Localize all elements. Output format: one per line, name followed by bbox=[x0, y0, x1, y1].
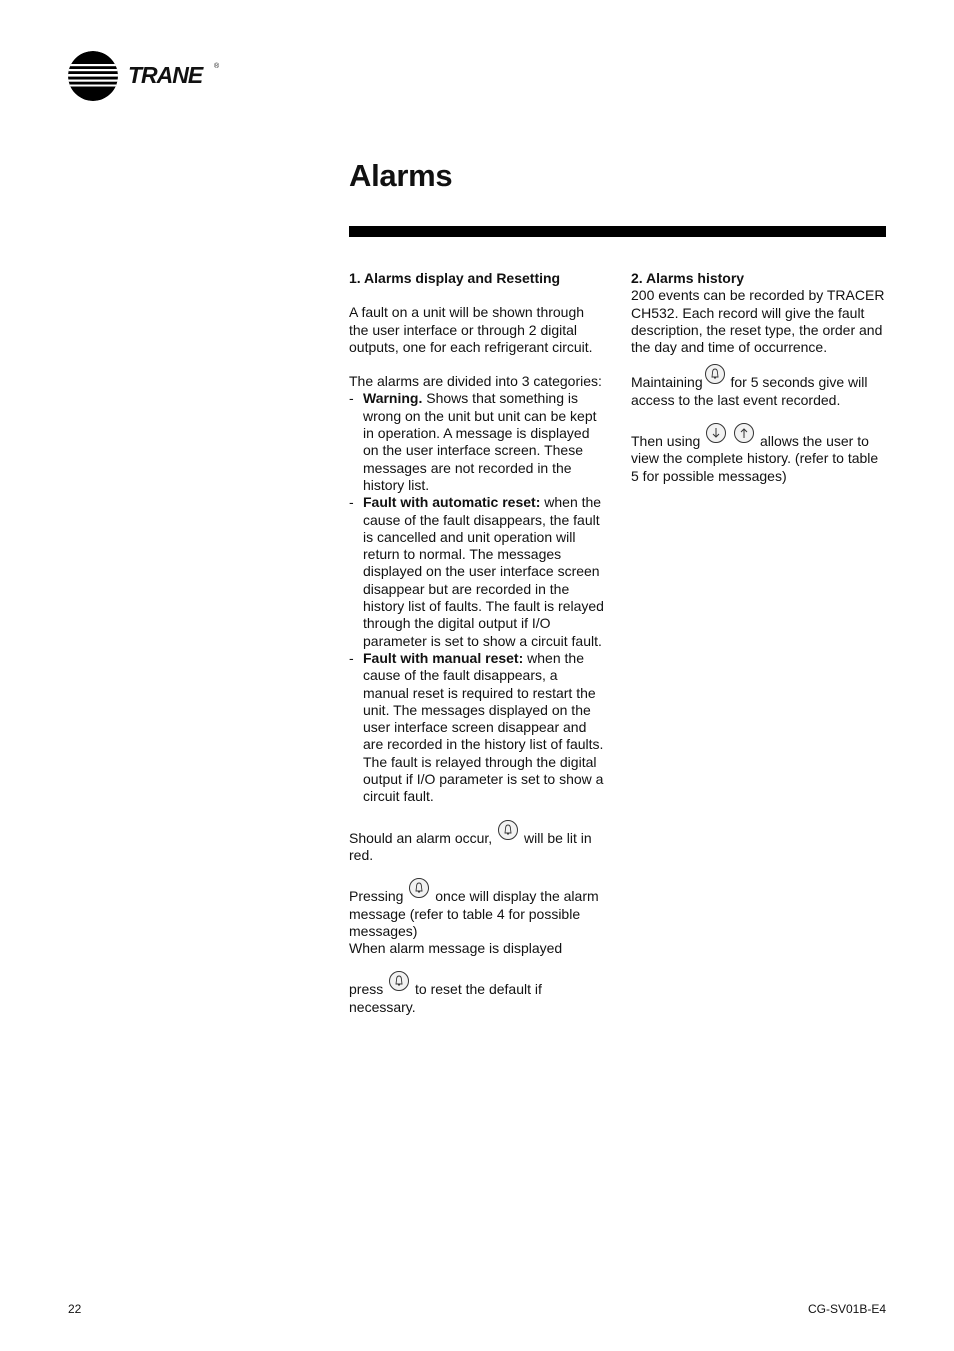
document-code: CG-SV01B-E4 bbox=[807, 1302, 886, 1316]
list-dash: - bbox=[349, 494, 354, 511]
alarm-occur-paragraph bbox=[349, 820, 604, 865]
pressing-paragraph bbox=[349, 878, 604, 940]
section-heading-alarms-history: 2. Alarms history bbox=[631, 270, 745, 286]
then-using-text-before: Then using bbox=[631, 433, 701, 450]
list-item bbox=[349, 494, 604, 650]
alarm-bell-button-icon bbox=[389, 971, 409, 991]
intro-paragraph: A fault on a unit will be shown through the user interface or through 2 digital outputs, one for each refrigerant circuit. bbox=[349, 304, 593, 355]
page-title: Alarms bbox=[349, 158, 453, 193]
category-term: Fault with automatic reset bbox=[363, 494, 536, 511]
maintaining-paragraph bbox=[631, 364, 889, 409]
section-heading-display-resetting: 1. Alarms display and Resetting bbox=[349, 270, 561, 286]
history-paragraph: 200 events can be recorded by TRACER CH532. Each record will give the fault description, the reset type, the order and the day and time of occurrence. bbox=[631, 287, 885, 356]
then-using-paragraph bbox=[631, 423, 889, 485]
list-item bbox=[349, 650, 604, 806]
brand-name: TRANE bbox=[128, 62, 203, 88]
arrow-down-button-icon bbox=[706, 423, 726, 443]
alarm-categories-list bbox=[349, 390, 604, 805]
when-displayed-line: When alarm message is displayed bbox=[349, 940, 563, 957]
pressing-text-after: once will display the alarm message (refer to table 4 for possible messages) bbox=[349, 888, 599, 939]
trane-logo bbox=[68, 50, 228, 102]
press-text-before: press bbox=[349, 981, 384, 998]
alarm-bell-button-icon bbox=[705, 364, 725, 384]
maintaining-text-after: for 5 seconds give will access to the last event recorded. bbox=[631, 374, 868, 408]
category-sep: : bbox=[518, 649, 524, 666]
then-using-text-after: allows the user to view the complete history. (refer to table 5 for possible messages) bbox=[631, 433, 879, 484]
alarm-occur-text-after: will be lit in red. bbox=[349, 829, 592, 863]
brand-registered-mark: ® bbox=[214, 63, 220, 70]
category-term: Fault with manual reset bbox=[363, 649, 519, 666]
category-text: when the cause of the fault disappears, the fault is cancelled and unit operation will return to normal. The messages displayed on the user interface screen disappear but are recorded in the history list of faults. The fault is relayed through the digital output if I/O parameter is set to show a circuit fault. bbox=[363, 494, 604, 649]
arrow-up-button-icon bbox=[734, 423, 754, 443]
alarm-occur-text-before: Should an alarm occur, bbox=[349, 829, 493, 846]
page-number: 22 bbox=[68, 1302, 82, 1316]
category-sep: : bbox=[535, 494, 541, 511]
right-column bbox=[631, 270, 889, 485]
maintaining-text-before: Maintaining bbox=[631, 374, 703, 391]
left-column bbox=[349, 270, 604, 1016]
alarm-bell-button-icon bbox=[498, 820, 518, 840]
category-sep: . bbox=[418, 390, 423, 407]
press-text-after: to reset the default if necessary. bbox=[349, 981, 542, 1015]
category-text: Shows that something is wrong on the unit but unit can be kept in operation. A message is displayed on the user interface screen. These messages are not recorded in the history list. bbox=[363, 390, 597, 493]
category-term: Warning bbox=[363, 390, 419, 407]
list-item bbox=[349, 390, 604, 494]
alarm-bell-button-icon bbox=[409, 878, 429, 898]
pressing-text-before: Pressing bbox=[349, 888, 404, 905]
title-rule bbox=[349, 226, 886, 237]
categories-intro: The alarms are divided into 3 categories: bbox=[349, 373, 602, 390]
press-reset-paragraph bbox=[349, 971, 604, 1016]
category-text: when the cause of the fault disappears, a manual reset is required to restart the unit. The messages displayed on the user interface screen disappear and are recorded in the history list of faults. The fault is relayed through the digital output if I/O parameter is set to show a circuit fault. bbox=[363, 649, 604, 805]
list-dash: - bbox=[349, 649, 354, 666]
list-dash: - bbox=[349, 390, 354, 407]
